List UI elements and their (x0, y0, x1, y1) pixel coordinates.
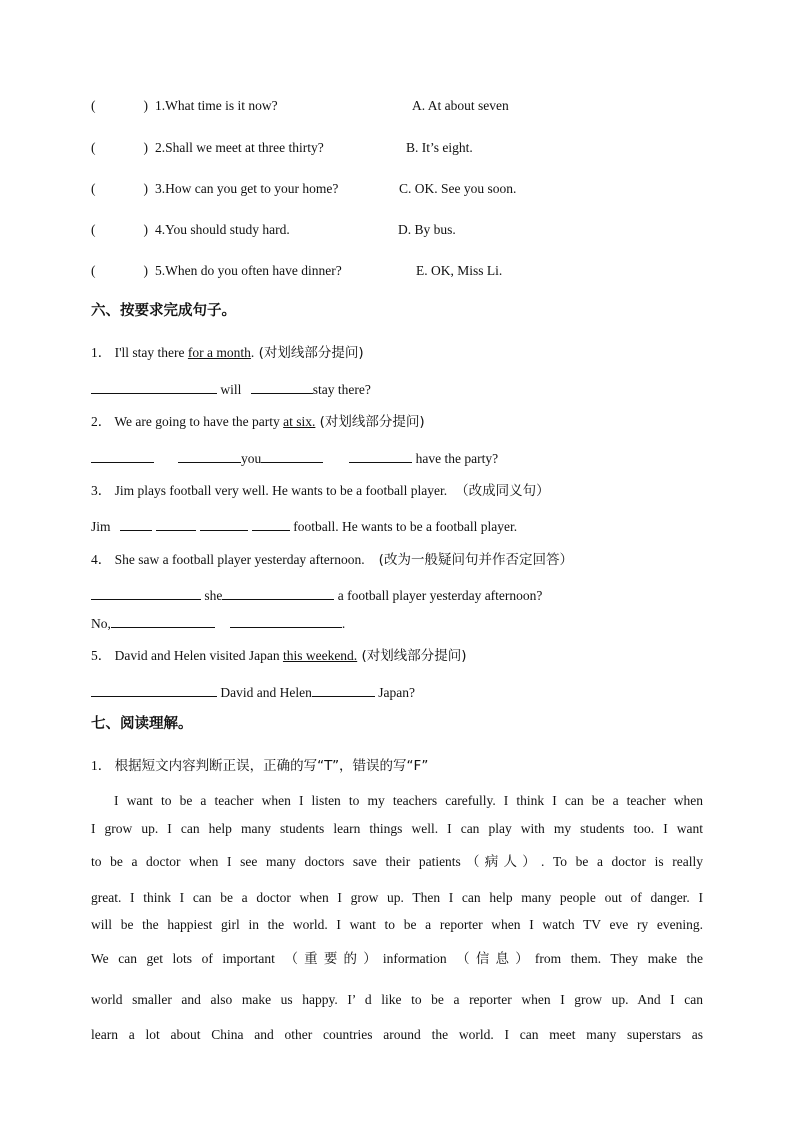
match-question-2: 2.Shall we meet at three thirty? (155, 140, 324, 155)
s6-q5-num: 5． (91, 648, 112, 663)
match-answer-3: C. OK. See you soon. (399, 181, 517, 196)
s6-q1-ans-word1: will (217, 382, 245, 397)
s6-q4-blank-4[interactable] (230, 614, 342, 628)
s7-instruction (91, 757, 428, 775)
s6-q4-blank-1[interactable] (91, 586, 201, 600)
s6-q4 (91, 551, 573, 569)
s6-q1-blank-1[interactable] (91, 380, 217, 394)
match-answer-5: E. OK, Miss Li. (416, 263, 503, 278)
s6-q3-ans-start: Jim (91, 519, 114, 534)
s6-q4-ans-period: . (341, 616, 346, 631)
passage-line-3: to be a doctor when I see many doctors save their patients（病人）. To be a doctor is really (91, 854, 703, 869)
s6-q5-answer (91, 683, 415, 702)
s6-q3-num: 3． (91, 483, 112, 498)
s6-q4-blank-2[interactable] (222, 586, 334, 600)
match-row-4 (91, 221, 290, 239)
s6-q5-ans-mid: David and Helen (217, 685, 312, 700)
match-question-4: 4.You should study hard. (155, 222, 290, 237)
s6-q2-num: 2． (91, 414, 112, 429)
s6-q4-answer-2 (91, 614, 345, 633)
passage-line-7: world smaller and also make us happy. I’ d like to be a reporter when I grow up. And I can (91, 992, 703, 1007)
s7-instr-text: 根据短文内容判断正误，正确的写“T”，错误的写“F” (114, 758, 429, 774)
s6-q4-ans-no: No, (91, 616, 111, 631)
answer-blank-paren-3[interactable]: ( ) (91, 181, 148, 196)
s6-q3-note: （改成同义句） (455, 483, 550, 499)
s6-q1-blank-2[interactable] (251, 380, 313, 394)
passage-line-2: I grow up. I can help many students learn things well. I can play with my students too. I want (91, 821, 703, 836)
s6-q1-note: (对划线部分提问) (254, 345, 364, 361)
match-row-2 (91, 139, 324, 157)
match-question-3: 3.How can you get to your home? (155, 181, 339, 196)
section-7-title: 七、阅读理解。 (91, 716, 193, 732)
s6-q2-ans-end: have the party? (412, 451, 499, 466)
answer-blank-paren-1[interactable]: ( ) (91, 98, 148, 113)
s6-q3-blank-1[interactable] (120, 517, 152, 531)
s6-q2 (91, 413, 425, 431)
s6-q4-note: (改为一般疑问句并作否定回答） (378, 552, 573, 568)
match-answer-4: D. By bus. (398, 222, 456, 237)
s6-q1-ans-word2: stay there? (312, 382, 371, 397)
answer-blank-paren-2[interactable]: ( ) (91, 140, 148, 155)
s6-q4-ans-she: she (201, 588, 223, 603)
s6-q5-blank-2[interactable] (312, 683, 375, 697)
answer-blank-paren-5[interactable]: ( ) (91, 263, 148, 278)
passage-line-4: great. I think I can be a doctor when I grow up. Then I can help many people out of danger. I (91, 890, 703, 905)
s6-q5-ans-end: Japan? (374, 685, 415, 700)
match-question-5: 5.When do you often have dinner? (155, 263, 342, 278)
s6-q3-blank-4[interactable] (252, 517, 290, 531)
s6-q3-blank-3[interactable] (200, 517, 248, 531)
s6-q2-blank-1[interactable] (91, 449, 154, 463)
s6-q3-ans-end: football. He wants to be a football player. (289, 519, 518, 534)
s6-q1-post: . (250, 345, 255, 360)
match-answer-1: A. At about seven (412, 98, 509, 113)
match-row-1 (91, 97, 278, 115)
s6-q1-answer (91, 380, 371, 399)
s6-q2-blank-2[interactable] (178, 449, 241, 463)
s6-q1-pre: I'll stay there (114, 345, 188, 360)
s6-q2-blank-4[interactable] (349, 449, 412, 463)
s6-q4-ans-end: a football player yesterday afternoon? (334, 588, 543, 603)
s6-q3 (91, 482, 550, 500)
s6-q3-answer (91, 517, 517, 536)
match-answer-2: B. It’s eight. (406, 140, 473, 155)
s6-q2-pre: We are going to have the party (114, 414, 284, 429)
s6-q5-note: (对划线部分提问) (357, 648, 467, 664)
s6-q4-text: She saw a football player yesterday afternoon. (114, 552, 365, 567)
s6-q3-text: Jim plays football very well. He wants to be a football player. (114, 483, 448, 498)
s6-q2-ans-you: you (241, 451, 262, 466)
s6-q1 (91, 344, 364, 362)
answer-blank-paren-4[interactable]: ( ) (91, 222, 148, 237)
s6-q4-answer (91, 586, 542, 605)
s6-q2-blank-3[interactable] (261, 449, 323, 463)
s6-q1-num: 1． (91, 345, 112, 360)
s6-q4-blank-3[interactable] (111, 614, 215, 628)
passage-line-8: learn a lot about China and other countries around the world. I can meet many superstars as (91, 1027, 703, 1042)
match-row-5 (91, 262, 342, 280)
match-row-3 (91, 180, 338, 198)
s6-q2-answer (91, 449, 498, 468)
passage-line-6: We can get lots of important （重要的）information （信息）from them. They make the (91, 951, 703, 966)
s6-q1-underlined: for a month (187, 345, 251, 360)
match-question-1: 1.What time is it now? (155, 98, 278, 113)
passage-line-1: I want to be a teacher when I listen to my teachers carefully. I think I can be a teacher when (114, 793, 703, 808)
section-6-title: 六、按要求完成句子。 (91, 303, 236, 319)
s6-q4-num: 4． (91, 552, 112, 567)
passage-line-5: will be the happiest girl in the world. I want to be a reporter when I watch TV eve ry evening. (91, 917, 703, 932)
s6-q2-note: (对划线部分提问) (315, 414, 425, 430)
s6-q5-blank-1[interactable] (91, 683, 217, 697)
s6-q5-underlined: this weekend. (282, 648, 358, 663)
s7-instr-num: 1． (91, 758, 112, 773)
s6-q3-blank-2[interactable] (156, 517, 196, 531)
s6-q5-pre: David and Helen visited Japan (114, 648, 283, 663)
s6-q5 (91, 647, 467, 665)
s6-q2-underlined: at six. (283, 414, 316, 429)
